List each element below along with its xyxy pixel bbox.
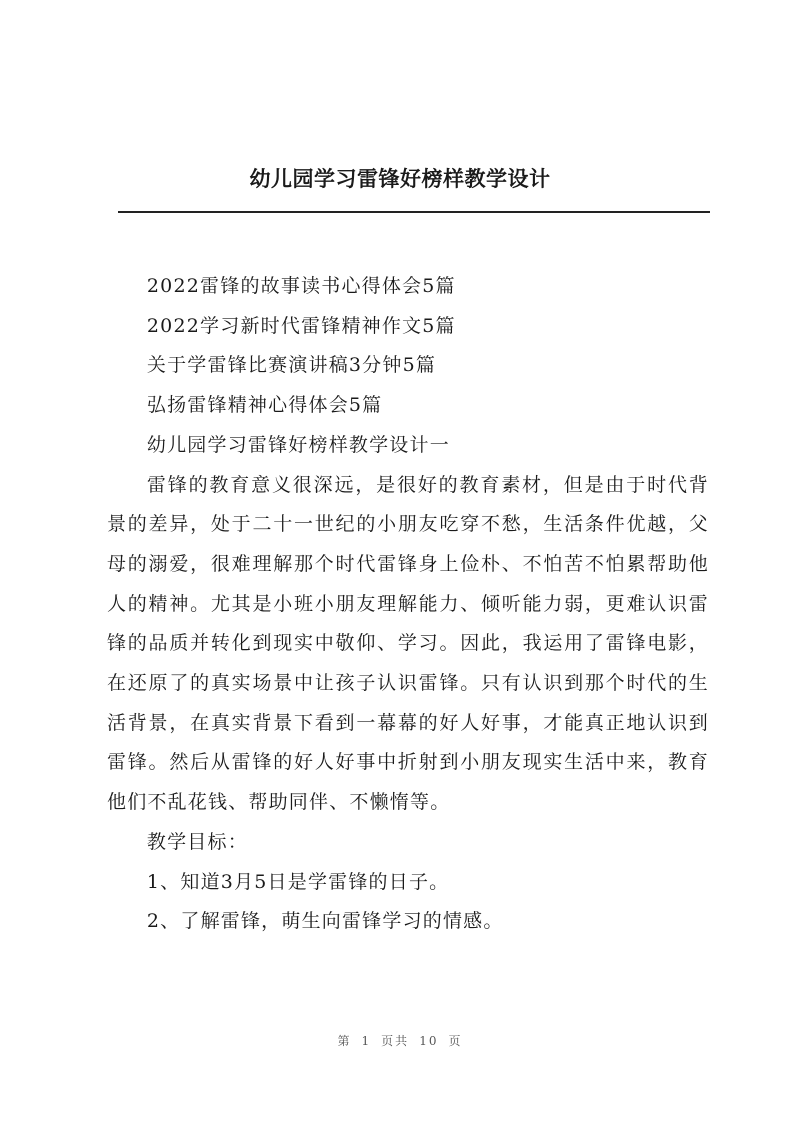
title-underline xyxy=(118,211,710,213)
paragraph-link-1: 2022雷锋的故事读书心得体会5篇 xyxy=(146,275,456,297)
footer-mid: 页共 xyxy=(381,1034,410,1048)
paragraph-link-2: 2022学习新时代雷锋精神作文5篇 xyxy=(146,314,456,337)
footer-current-page: 1 xyxy=(361,1034,372,1048)
goal-item-1: 1、知道3月5日是学雷锋的日子。 xyxy=(146,870,450,893)
footer-prefix: 第 xyxy=(337,1034,352,1048)
footer-total-pages: 10 xyxy=(419,1034,439,1048)
goal-item-2: 2、了解雷锋，萌生向雷锋学习的情感。 xyxy=(146,910,504,933)
document-body xyxy=(107,267,709,942)
body-paragraph: 雷锋的教育意义很深远，是很好的教育素材，但是由于时代背景的差异，处于二十一世纪的小朋友吃穿不愁，生活条件优越，父母的溺爱，很难理解那个时代雷锋身上俭朴、不怕苦不怕累帮助他人的精神。尤其是小班小朋友理解能力、倾听能力弱，更难认识雷锋的品质并转化到现实中敬仰、学习。因此，我运用了雷锋电影，在还原了的真实场景中让孩子认识雷锋。只有认识到那个时代的生活背景，在真实背景下看到一幕幕的好人好事，才能真正地认识到雷锋。然后从雷锋的好人好事中折射到小朋友现实生活中来，教育他们不乱花钱、帮助同伴、不懒惰等。 xyxy=(107,473,709,814)
section-heading: 幼儿园学习雷锋好榜样教学设计一 xyxy=(146,433,450,456)
teaching-goals-heading: 教学目标： xyxy=(146,830,248,853)
document-title: 幼儿园学习雷锋好榜样教学设计 xyxy=(249,166,551,191)
paragraph-link-3: 关于学雷锋比赛演讲稿3分钟5篇 xyxy=(146,354,437,377)
page-footer xyxy=(0,1032,800,1049)
paragraph-link-4: 弘扬雷锋精神心得体会5篇 xyxy=(146,394,383,417)
footer-suffix: 页 xyxy=(448,1034,463,1048)
